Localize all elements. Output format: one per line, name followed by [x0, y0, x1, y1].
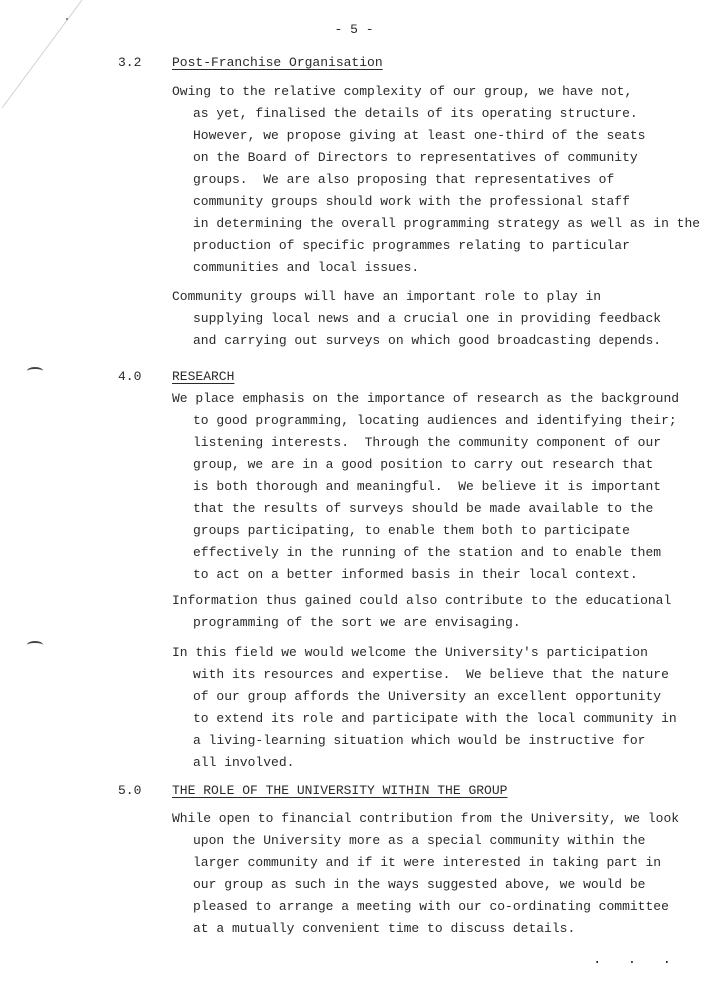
text-line: In this field we would welcome the University's participation — [172, 645, 648, 660]
text-line: in determining the overall programming strategy as well as in the — [193, 216, 701, 231]
continuation-dots: . . . — [593, 952, 681, 968]
section-title: RESEARCH — [172, 369, 235, 384]
text-line: with its resources and expertise. We believe that the nature — [193, 667, 669, 682]
text-line: Information thus gained could also contribute to the educational — [172, 593, 672, 608]
text-line: communities and local issues. — [193, 260, 420, 275]
text-line: is both thorough and meaningful. We believe it is important — [193, 479, 662, 494]
text-line: to good programming, locating audiences and identifying their; — [193, 413, 677, 428]
text-line: programming of the sort we are envisaging. — [193, 615, 521, 630]
text-line: all involved. — [193, 755, 295, 770]
section-number: 5.0 — [118, 783, 142, 798]
text-line: to extend its role and participate with the local community in — [193, 711, 677, 726]
text-line: While open to financial contribution from the University, we look — [172, 811, 680, 826]
section-title: Post-Franchise Organisation — [172, 55, 383, 70]
text-line: of our group affords the University an excellent opportunity — [193, 689, 662, 704]
margin-pencil-line — [0, 0, 90, 120]
punch-hole-mark — [27, 641, 43, 649]
text-line: upon the University more as a special community within the — [193, 833, 646, 848]
text-line: larger community and if it were interested in taking part in — [193, 855, 662, 870]
text-line: and carrying out surveys on which good broadcasting depends. — [193, 333, 662, 348]
text-line: at a mutually convenient time to discuss details. — [193, 921, 576, 936]
text-line: pleased to arrange a meeting with our co-ordinating committee — [193, 899, 669, 914]
text-line: group, we are in a good position to carry out research that — [193, 457, 654, 472]
text-line: to act on a better informed basis in their local context. — [193, 567, 638, 582]
section-number: 4.0 — [118, 369, 142, 384]
text-line: We place emphasis on the importance of research as the background — [172, 391, 680, 406]
text-line: Owing to the relative complexity of our group, we have not, — [172, 84, 633, 99]
text-line: However, we propose giving at least one-third of the seats — [193, 128, 646, 143]
text-line: as yet, finalised the details of its operating structure. — [193, 106, 638, 121]
text-line: supplying local news and a crucial one in providing feedback — [193, 311, 662, 326]
text-line: a living-learning situation which would be instructive for — [193, 733, 646, 748]
section-number: 3.2 — [118, 55, 142, 70]
text-line: groups participating, to enable them both to participate — [193, 523, 630, 538]
punch-hole-mark — [27, 367, 43, 375]
text-line: our group as such in the ways suggested above, we would be — [193, 877, 646, 892]
text-line: production of specific programmes relating to particular — [193, 238, 630, 253]
text-line: effectively in the running of the station and to enable them — [193, 545, 662, 560]
text-line: groups. We are also proposing that representatives of — [193, 172, 615, 187]
text-line: that the results of surveys should be made available to the — [193, 501, 654, 516]
text-line: Community groups will have an important role to play in — [172, 289, 602, 304]
text-line: on the Board of Directors to representatives of community — [193, 150, 638, 165]
section-title: THE ROLE OF THE UNIVERSITY WITHIN THE GROUP — [172, 783, 508, 798]
text-line: community groups should work with the professional staff — [193, 194, 630, 209]
text-line: listening interests. Through the community component of our — [193, 435, 662, 450]
page-number: - 5 - — [334, 22, 374, 37]
